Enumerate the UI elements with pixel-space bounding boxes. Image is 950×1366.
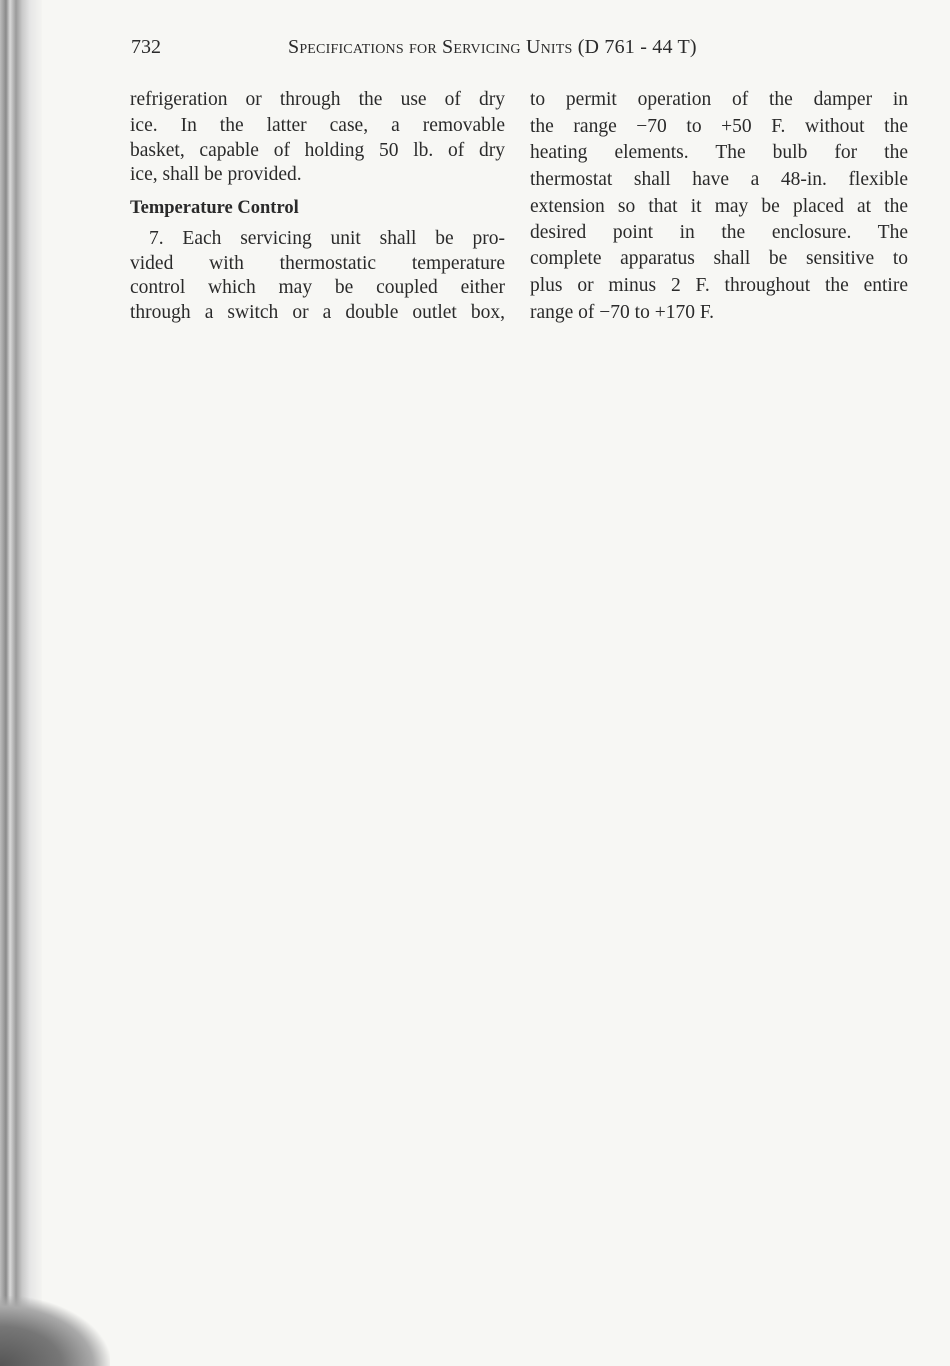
page-number: 732	[131, 36, 161, 58]
text-line: 7. Each servicing unit shall be pro-	[149, 228, 505, 249]
text-line: desired point in the enclosure. The	[530, 222, 908, 243]
text-line: vided with thermostatic temperature	[130, 253, 505, 274]
text-line: range of −70 to +170 F.	[530, 302, 714, 323]
text-line: heating elements. The bulb for the	[530, 142, 908, 163]
text-line: ice. In the latter case, a removable	[130, 115, 505, 136]
text-line: the range −70 to +50 F. without the	[530, 116, 908, 137]
text-line: complete apparatus shall be sensitive to	[530, 248, 908, 269]
running-title: Specifications for Servicing Units (D 761 - 44 T)	[288, 36, 697, 58]
text-line: plus or minus 2 F. throughout the entire	[530, 275, 908, 296]
page-corner-shadow	[0, 1296, 110, 1366]
text-line: refrigeration or through the use of dry	[130, 89, 505, 110]
text-line: to permit operation of the damper in	[530, 89, 908, 110]
section-heading: Temperature Control	[130, 198, 299, 218]
text-line: ice, shall be provided.	[130, 164, 302, 185]
text-line: through a switch or a double outlet box,	[130, 302, 505, 323]
book-binding-edge	[0, 0, 42, 1366]
text-line: control which may be coupled either	[130, 277, 505, 298]
text-line: basket, capable of holding 50 lb. of dry	[130, 140, 505, 161]
text-line: thermostat shall have a 48-in. flexible	[530, 169, 908, 190]
text-line: extension so that it may be placed at the	[530, 196, 908, 217]
